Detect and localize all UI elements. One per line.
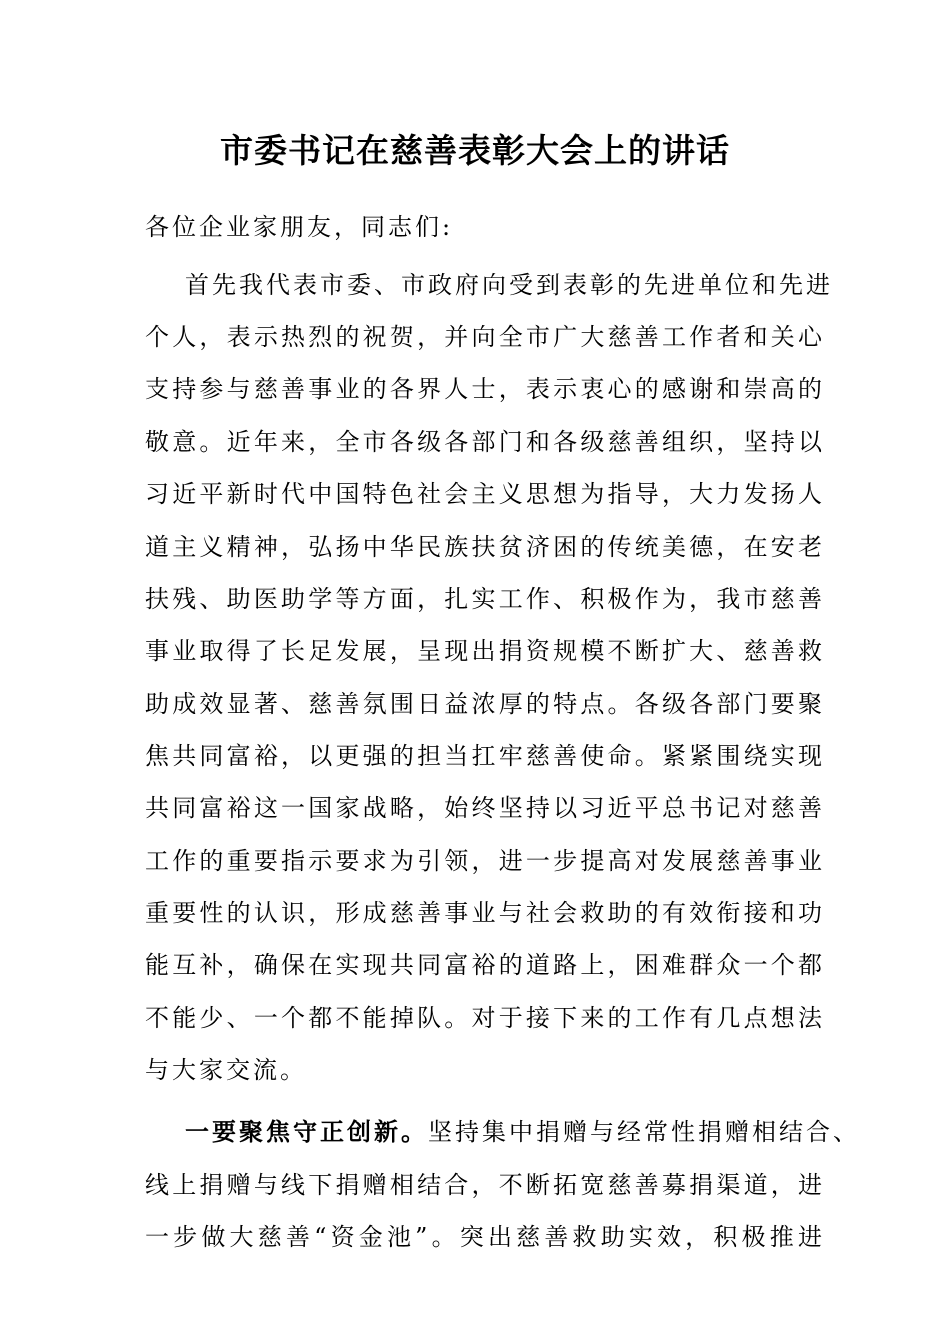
- paragraph-line: 一步做大慈善“资金池”。突出慈善救助实效，积极推进: [145, 1223, 825, 1251]
- paragraph-line: 共同富裕这一国家战略，始终坚持以习近平总书记对慈善: [145, 794, 825, 822]
- paragraph-line: 个人，表示热烈的祝贺，并向全市广大慈善工作者和关心: [145, 323, 825, 351]
- paragraph-line: [185, 1114, 860, 1150]
- paragraph-line: 工作的重要指示要求为引领，进一步提高对发展慈善事业: [145, 847, 825, 875]
- paragraph-line: 敬意。近年来，全市各级各部门和各级慈善组织，坚持以: [145, 428, 825, 456]
- paragraph-text: 坚持集中捐赠与经常性捐赠相结合、: [428, 1118, 860, 1146]
- section-heading: 一要聚焦守正创新。: [185, 1117, 428, 1146]
- salutation: 各位企业家朋友，同志们:: [145, 213, 454, 241]
- paragraph-line: 习近平新时代中国特色社会主义思想为指导，大力发扬人: [145, 480, 825, 508]
- paragraph-line: 与大家交流。: [145, 1056, 307, 1084]
- paragraph-line: 线上捐赠与线下捐赠相结合，不断拓宽慈善募捐渠道，进: [145, 1171, 825, 1199]
- paragraph-line: 首先我代表市委、市政府向受到表彰的先进单位和先进: [185, 271, 833, 299]
- paragraph-line: 支持参与慈善事业的各界人士，表示衷心的感谢和崇高的: [145, 375, 825, 403]
- paragraph-line: 事业取得了长足发展，呈现出捐资规模不断扩大、慈善救: [145, 637, 825, 665]
- paragraph-line: 重要性的认识，形成慈善事业与社会救助的有效衔接和功: [145, 899, 825, 927]
- paragraph-line: 焦共同富裕，以更强的担当扛牢慈善使命。紧紧围绕实现: [145, 742, 825, 770]
- paragraph-line: 道主义精神，弘扬中华民族扶贫济困的传统美德，在安老: [145, 533, 825, 561]
- paragraph-line: 能互补，确保在实现共同富裕的道路上，困难群众一个都: [145, 951, 825, 979]
- paragraph-line: 不能少、一个都不能掉队。对于接下来的工作有几点想法: [145, 1004, 825, 1032]
- document-title: 市委书记在慈善表彰大会上的讲话: [220, 131, 730, 170]
- paragraph-line: 扶残、助医助学等方面，扎实工作、积极作为，我市慈善: [145, 585, 825, 613]
- paragraph-line: 助成效显著、慈善氛围日益浓厚的特点。各级各部门要聚: [145, 690, 825, 718]
